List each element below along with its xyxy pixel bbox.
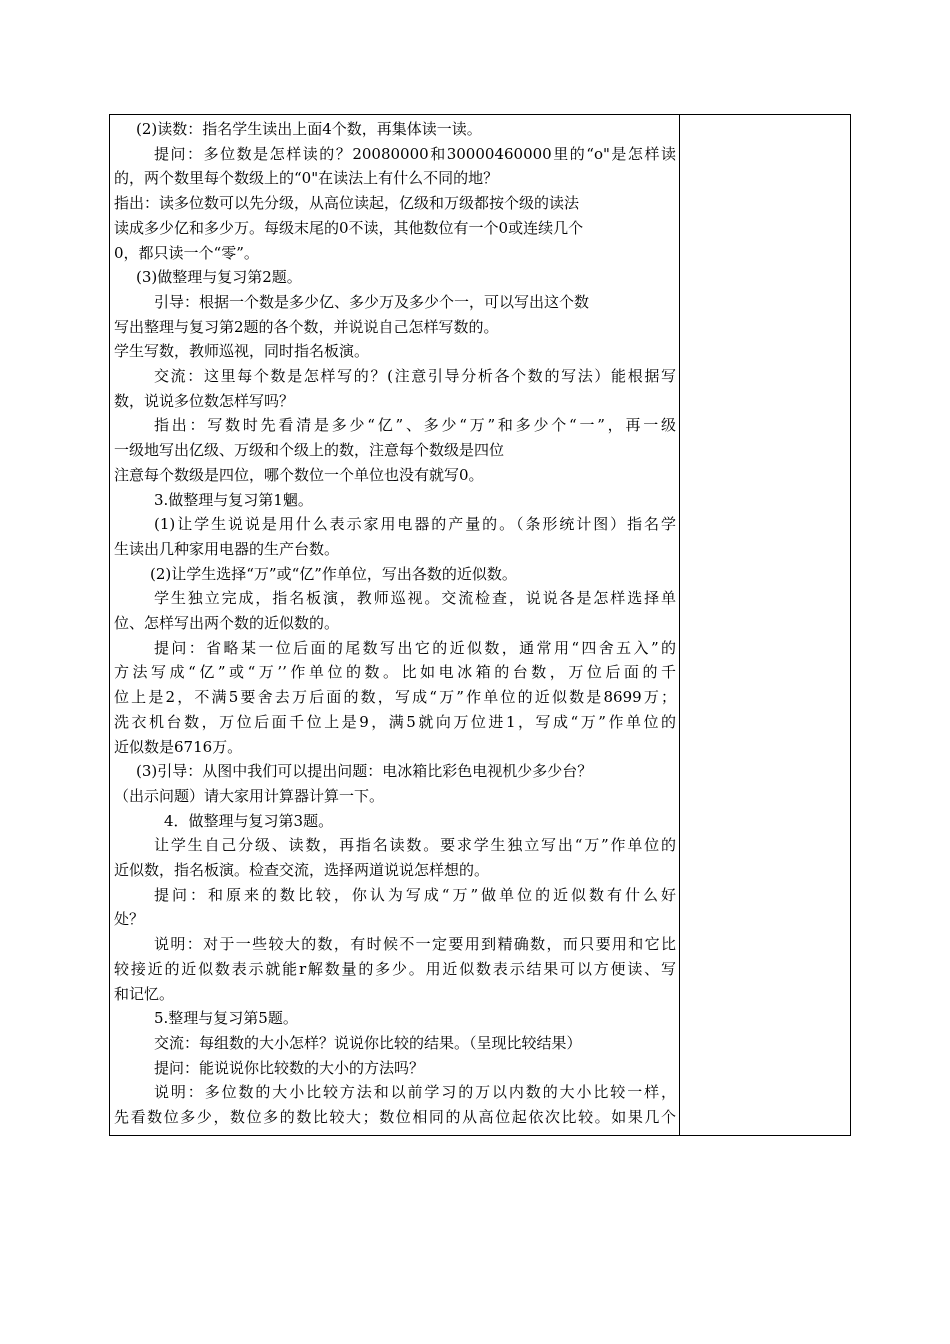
text-line: 0，都只读一个“零”。 [114,243,259,262]
text-line: (1)让学生说说是用什么表示家用电器的产量的。（条形统计图）指名学 [154,515,676,534]
text-line: 注意每个数级是四位，哪个数位一个单位也没有就写0。 [114,465,484,484]
text-line: 提问：能说说你比较数的大小的方法吗？ [154,1058,425,1077]
lesson-plan-table [109,114,851,1136]
text-line: 让学生自己分级、读数，再指名读数。要求学生独立写出“万”作单位的 [154,836,676,855]
text-line: 方法写成“亿”或“万’’作单位的数。比如电冰箱的台数，万位后面的千 [114,663,676,682]
text-line: 读成多少亿和多少万。每级末尾的0不读，其他数位有一个0或连续几个 [114,218,584,237]
text-line: 指出：读多位数可以先分级，从高位读起，亿级和万级都按个级的读法 [114,194,580,213]
text-line: 提问：省略某一位后面的尾数写出它的近似数，通常用“四舍五入”的 [154,638,676,657]
text-line: 较接近的近似数表示就能r解数量的多少。用近似数表示结果可以方便读、写 [114,959,676,978]
text-line: 提问：和原来的数比较，你认为写成“万”做单位的近似数有什么好 [154,885,676,904]
text-line: 说明：对于一些较大的数，有时候不一定要用到精确数，而只要用和它比 [154,935,676,954]
text-line: 近似数，指名板演。检查交流，选择两道说说怎样想的。 [114,861,490,879]
text-line: (3)做整理与复习第2题。 [136,268,302,287]
text-line: 生读出几种家用电器的生产台数。 [114,539,340,558]
text-line: (2)让学生选择“万”或“亿”作单位，写出各数的近似数。 [150,564,517,583]
text-line: 交流：每组数的大小怎样？说说你比较的结果。（呈现比较结果） [154,1033,582,1052]
text-line: 处？ [114,910,145,929]
text-line: （出示问题）请大家用计算器计算一下。 [114,786,385,805]
text-line: 位、怎样写出两个数的近似数的。 [114,614,340,632]
text-line: 3.做整理与复习第1魍。 [154,490,313,509]
text-line: 写出整理与复习第2题的各个数，并说说自己怎样写数的。 [114,317,499,336]
text-line: 引导：根据一个数是多少亿、多少万及多少个一，可以写出这个数 [154,292,590,311]
text-line: 位上是2，不满5要舍去万后面的数，写成“万”作单位的近似数是8699万； [114,688,676,707]
text-line: 提问：多位数是怎样读的？20080000和30000460000里的“o"是怎样读 [154,144,676,163]
text-line: 说明：多位数的大小比较方法和以前学习的万以内数的大小比较一样， [154,1083,676,1102]
text-line: 和记忆。 [114,984,175,1003]
text-line: (3)引导：从图中我们可以提出问题：电冰箱比彩色电视机少多少台？ [136,762,593,781]
text-line: 先看数位多少，数位多的数比较大；数位相同的从高位起依次比较。如果几个 [114,1108,676,1126]
text-line: 的，两个数里每个数级上的“0"在读法上有什么不同的地？ [114,169,499,188]
text-line: 数，说说多位数怎样写吗？ [114,391,295,410]
text-line: 一级地写出亿级、万级和个级上的数，注意每个数级是四位 [114,441,505,460]
text-line: (2)读数：指名学生读出上面4个数，再集体读一读。 [136,120,482,138]
text-line: 交流：这里每个数是怎样写的？(注意引导分析各个数的写法）能根据写 [154,367,676,385]
text-line: 4．做整理与复习第3题。 [164,811,334,830]
text-line: 洗衣机台数，万位后面千位上是9，满5就向万位进1，写成“万”作单位的 [114,712,676,731]
text-line: 学生独立完成，指名板演，教师巡视。交流检查，说说各是怎样选择单 [154,589,676,608]
text-line: 5.整理与复习第5题。 [154,1009,298,1028]
text-line: 近似数是6716万。 [114,737,243,756]
text-line: 学生写数，教师巡视，同时指名板演。 [114,342,370,361]
text-line: 指出：写数时先看清是多少“亿”、多少“万”和多少个“一”，再一级 [154,416,676,435]
lesson-content-cell [110,115,680,1135]
notes-cell [680,115,850,1135]
